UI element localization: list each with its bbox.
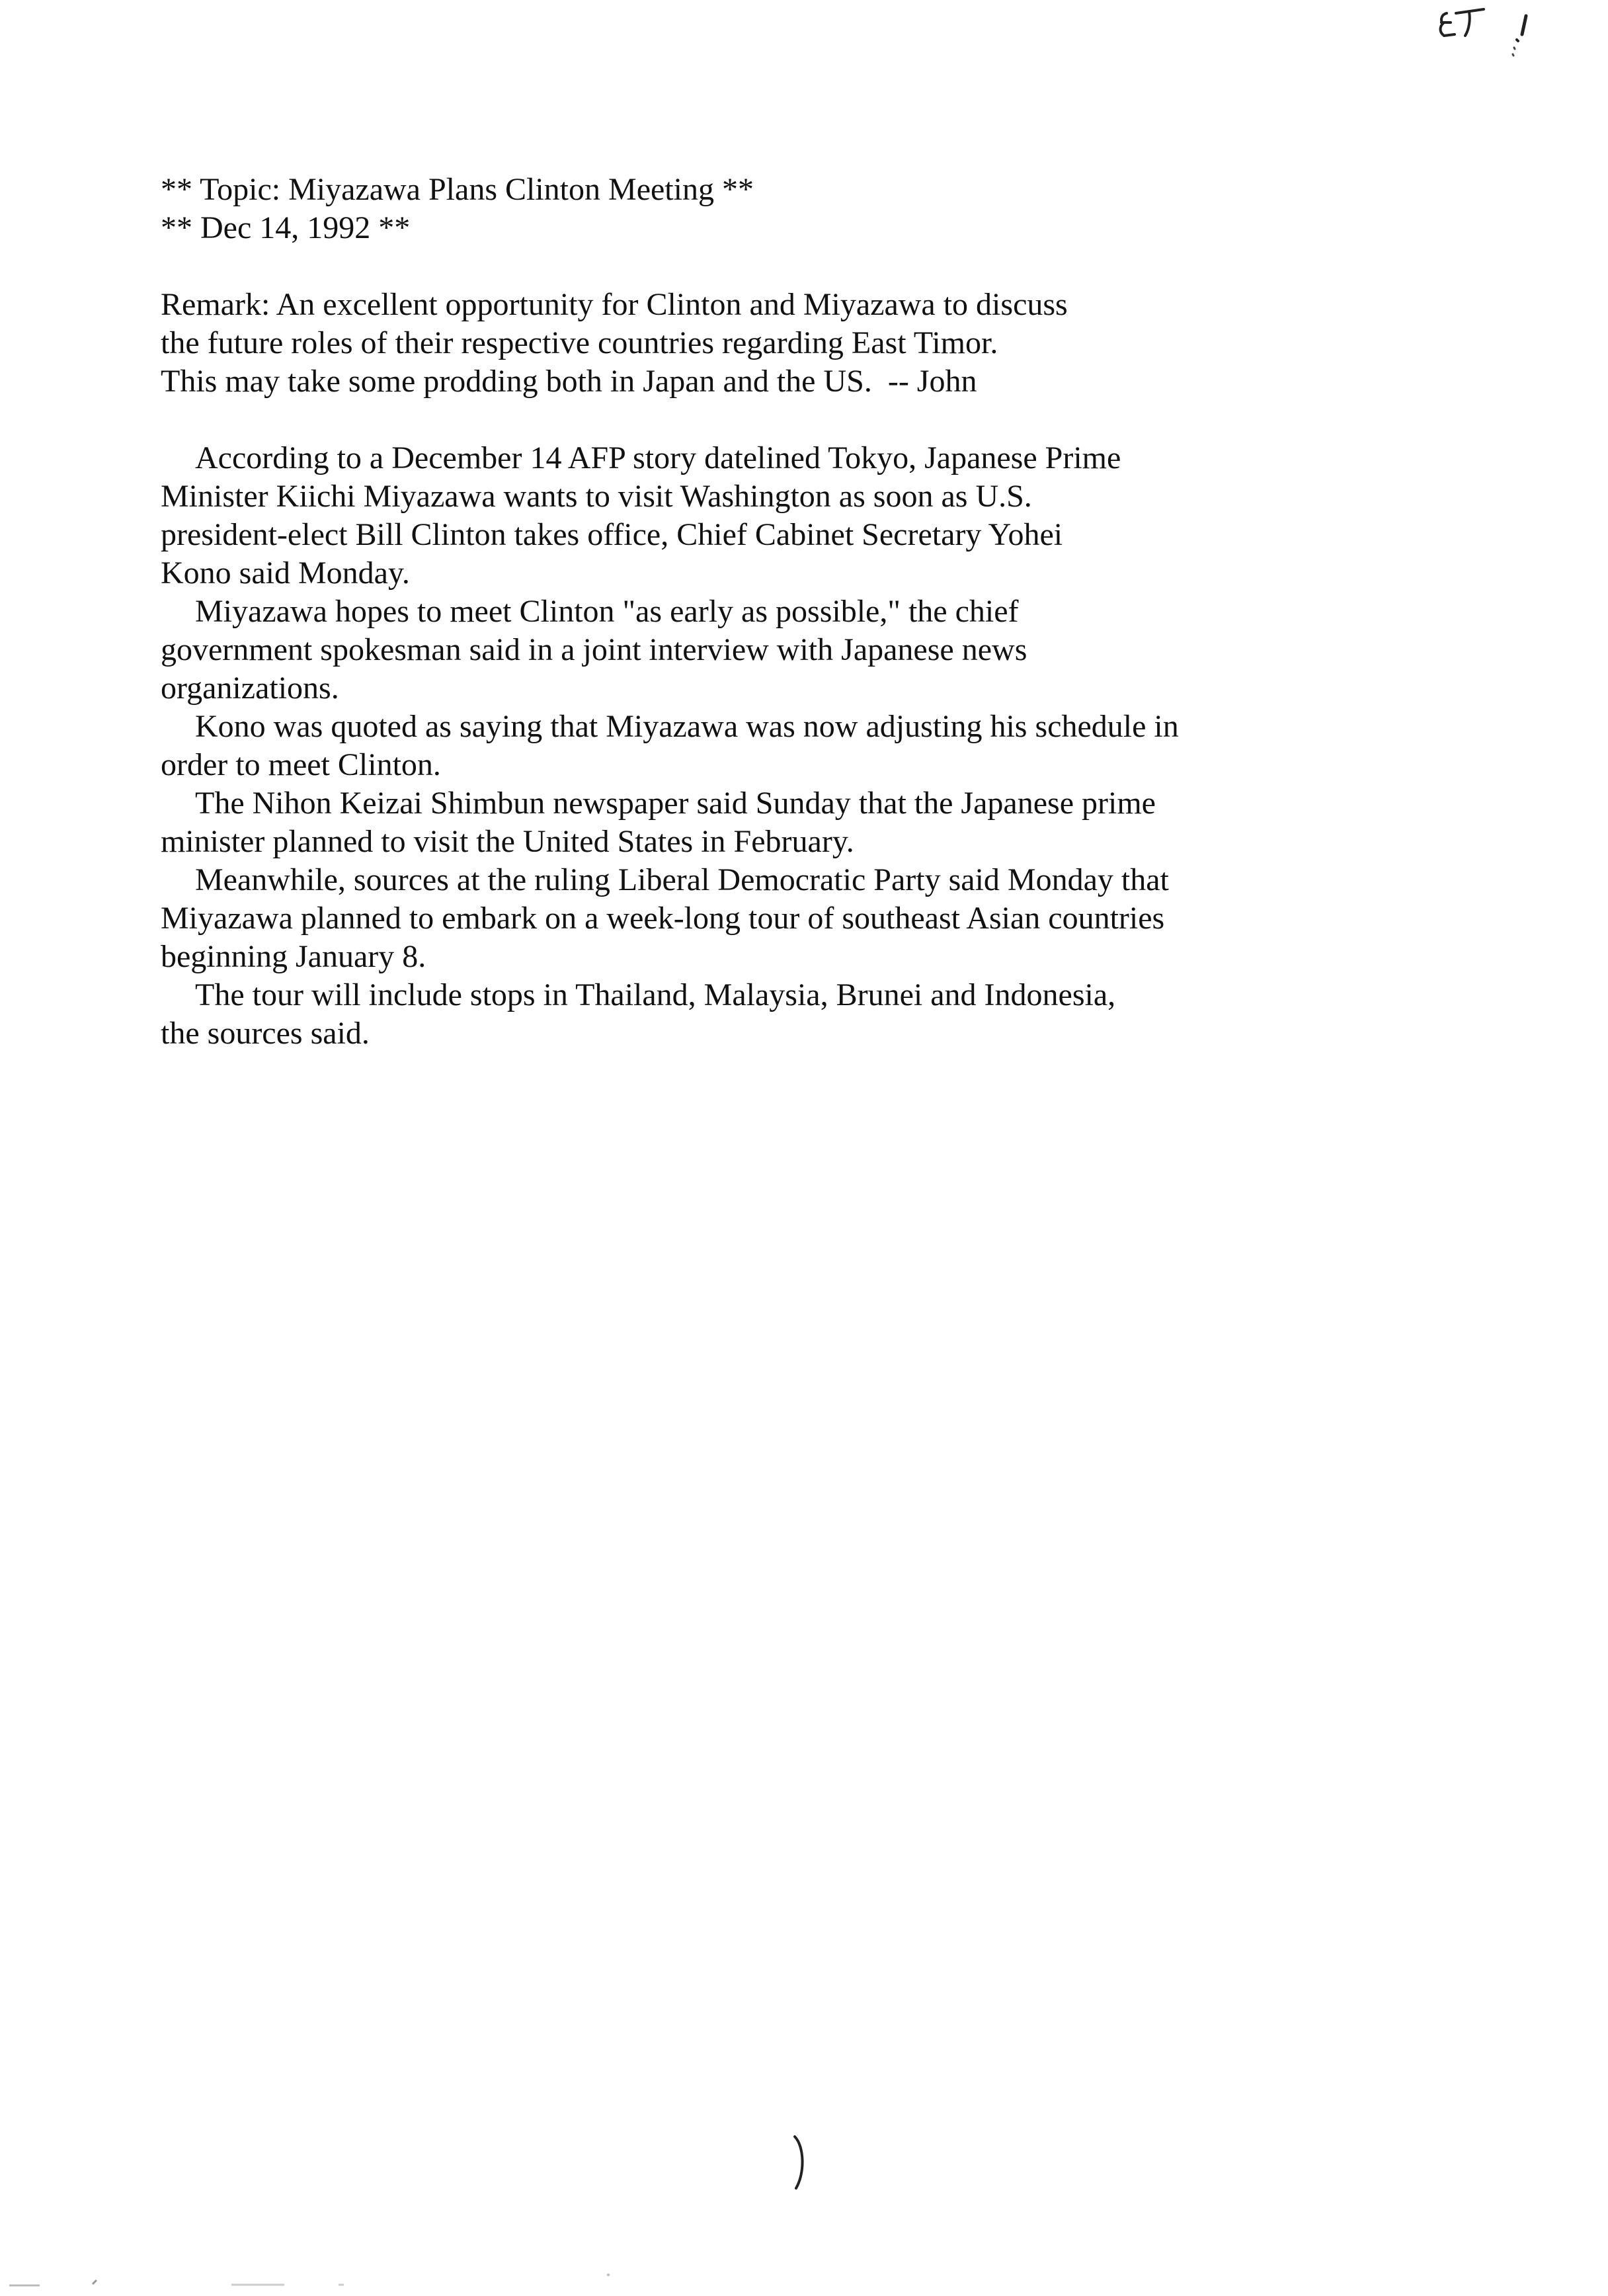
paragraph-line: president-elect Bill Clinton takes office, Chief Cabinet Secretary Yohei (161, 517, 1063, 552)
document-body (161, 171, 1338, 1053)
paragraph-line: Meanwhile, sources at the ruling Liberal Democratic Party said Monday that (195, 862, 1169, 897)
article-paragraph (161, 593, 1338, 708)
document-header (161, 171, 1338, 247)
article-paragraph (161, 784, 1338, 861)
paragraph-line: beginning January 8. (161, 939, 426, 974)
remark-line: the future roles of their respective countries regarding East Timor. (161, 325, 998, 360)
article-paragraph (161, 439, 1338, 593)
remark-line: This may take some prodding both in Japan and the US. -- John (161, 364, 977, 399)
paragraph-line: The Nihon Keizai Shimbun newspaper said Sunday that the Japanese prime (195, 786, 1156, 821)
paragraph-line: The tour will include stops in Thailand, Malaysia, Brunei and Indonesia, (195, 977, 1116, 1012)
article-paragraph (161, 976, 1338, 1053)
remark-block (161, 286, 1338, 401)
scan-edge-specks (0, 2268, 1608, 2296)
paragraph-line: Minister Kiichi Miyazawa wants to visit Washington as soon as U.S. (161, 479, 1032, 514)
article-paragraph (161, 708, 1338, 784)
paragraph-line: According to a December 14 AFP story datelined Tokyo, Japanese Prime (195, 440, 1121, 475)
paragraph-line: Miyazawa planned to embark on a week-long tour of southeast Asian countries (161, 901, 1165, 936)
article-paragraph (161, 861, 1338, 976)
date-line: ** Dec 14, 1992 ** (161, 210, 411, 245)
paragraph-line: order to meet Clinton. (161, 747, 441, 782)
paragraph-line: Kono was quoted as saying that Miyazawa was now adjusting his schedule in (195, 709, 1179, 744)
paragraph-line: Kono said Monday. (161, 555, 410, 591)
paragraph-line: the sources said. (161, 1016, 370, 1051)
article-text (161, 439, 1338, 1053)
handwritten-initials-mark (1428, 0, 1560, 73)
paragraph-line: Miyazawa hopes to meet Clinton "as early as possible," the chief (195, 594, 1019, 629)
paragraph-line: minister planned to visit the United States in February. (161, 824, 854, 859)
topic-line: ** Topic: Miyazawa Plans Clinton Meeting ** (161, 172, 754, 207)
page-mark-stroke (791, 2133, 811, 2192)
paragraph-line: government spokesman said in a joint interview with Japanese news (161, 632, 1027, 667)
paragraph-line: organizations. (161, 671, 339, 706)
remark-line: Remark: An excellent opportunity for Clinton and Miyazawa to discuss (161, 287, 1068, 322)
